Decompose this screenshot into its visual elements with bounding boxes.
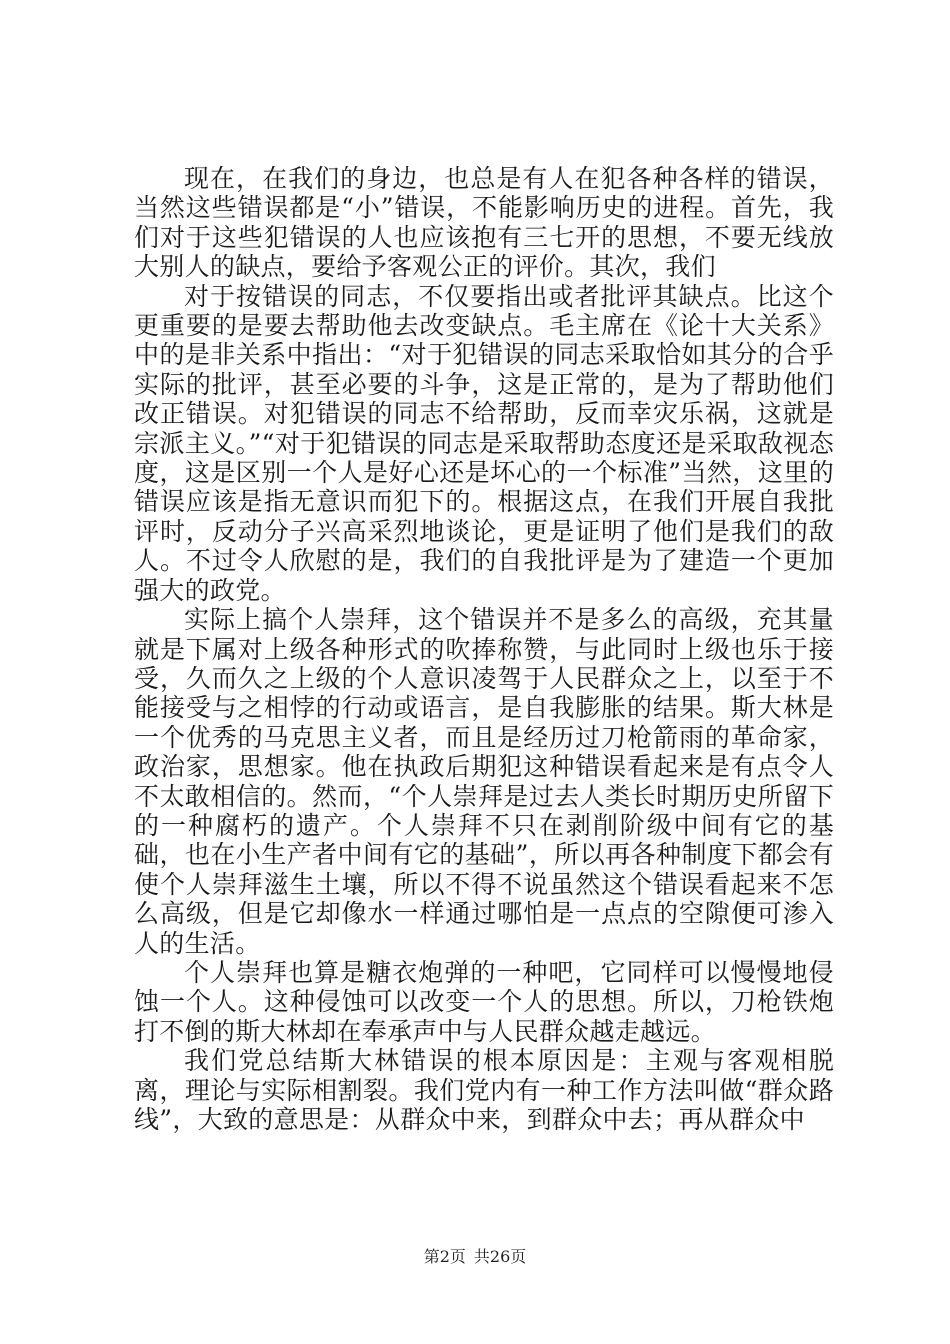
paragraph-5: 我们党总结斯大林错误的根本原因是：主观与客观相脱离，理论与实际相割裂。我们党内有一种工作方法叫做“群众路线”，大致的意思是：从群众中来，到群众中去；再从群众中: [134, 1046, 834, 1134]
page-footer: [0, 1244, 950, 1267]
page-number-total: 共26页: [473, 1247, 527, 1266]
paragraph-4: 个人崇拜也算是糖衣炮弹的一种吧，它同样可以慢慢地侵蚀一个人。这种侵蚀可以改变一个人的思想。所以，刀枪铁炮打不倒的斯大林却在奉承声中与人民群众越走越远。: [134, 957, 834, 1046]
paragraph-1: 现在，在我们的身边，也总是有人在犯各种各样的错误，当然这些错误都是“小”错误，不能影响历史的进程。首先，我们对于这些犯错误的人也应该抱有三七开的思想，不要无线放大别人的缺点，要给予客观公正的评价。其次，我们: [134, 164, 834, 282]
paragraph-3: 实际上搞个人崇拜，这个错误并不是多么的高级，充其量就是下属对上级各种形式的吹捧称赞，与此同时上级也乐于接受，久而久之上级的个人意识凌驾于人民群众之上，以至于不能接受与之相悖的行动或语言，是自我膨胀的结果。斯大林是一个优秀的马克思主义者，而且是经历过刀枪箭雨的革命家，政治家，思想家。他在执政后期犯这种错误看起来是有点令人不太敢相信的。然而，“个人崇拜是过去人类长时期历史所留下的一种腐朽的遗产。个人崇拜不只在剥削阶级中间有它的基础，也在小生产者中间有它的基础”，所以再各种制度下都会有使个人崇拜滋生土壤，所以不得不说虽然这个错误看起来不怎么高级，但是它却像水一样通过哪怕是一点点的空隙便可渗入人的生活。: [134, 605, 834, 958]
paragraph-2: 对于按错误的同志，不仅要指出或者批评其缺点。比这个更重要的是要去帮助他去改变缺点。毛主席在《论十大关系》中的是非关系中指出：“对于犯错误的同志采取恰如其分的合乎实际的批评，甚至必要的斗争，这是正常的，是为了帮助他们改正错误。对犯错误的同志不给帮助，反而幸灾乐祸，这就是宗派主义。”“对于犯错误的同志是采取帮助态度还是采取敌视态度，这是区别一个人是好心还是坏心的一个标准”当然，这里的错误应该是指无意识而犯下的。根据这点，在我们开展自我批评时，反动分子兴高采烈地谈论，更是证明了他们是我们的敌人。不过令人欣慰的是，我们的自我批评是为了建造一个更加强大的政党。: [134, 281, 834, 605]
page-number-current: 第2页: [423, 1247, 466, 1266]
body-text: [134, 164, 834, 1134]
